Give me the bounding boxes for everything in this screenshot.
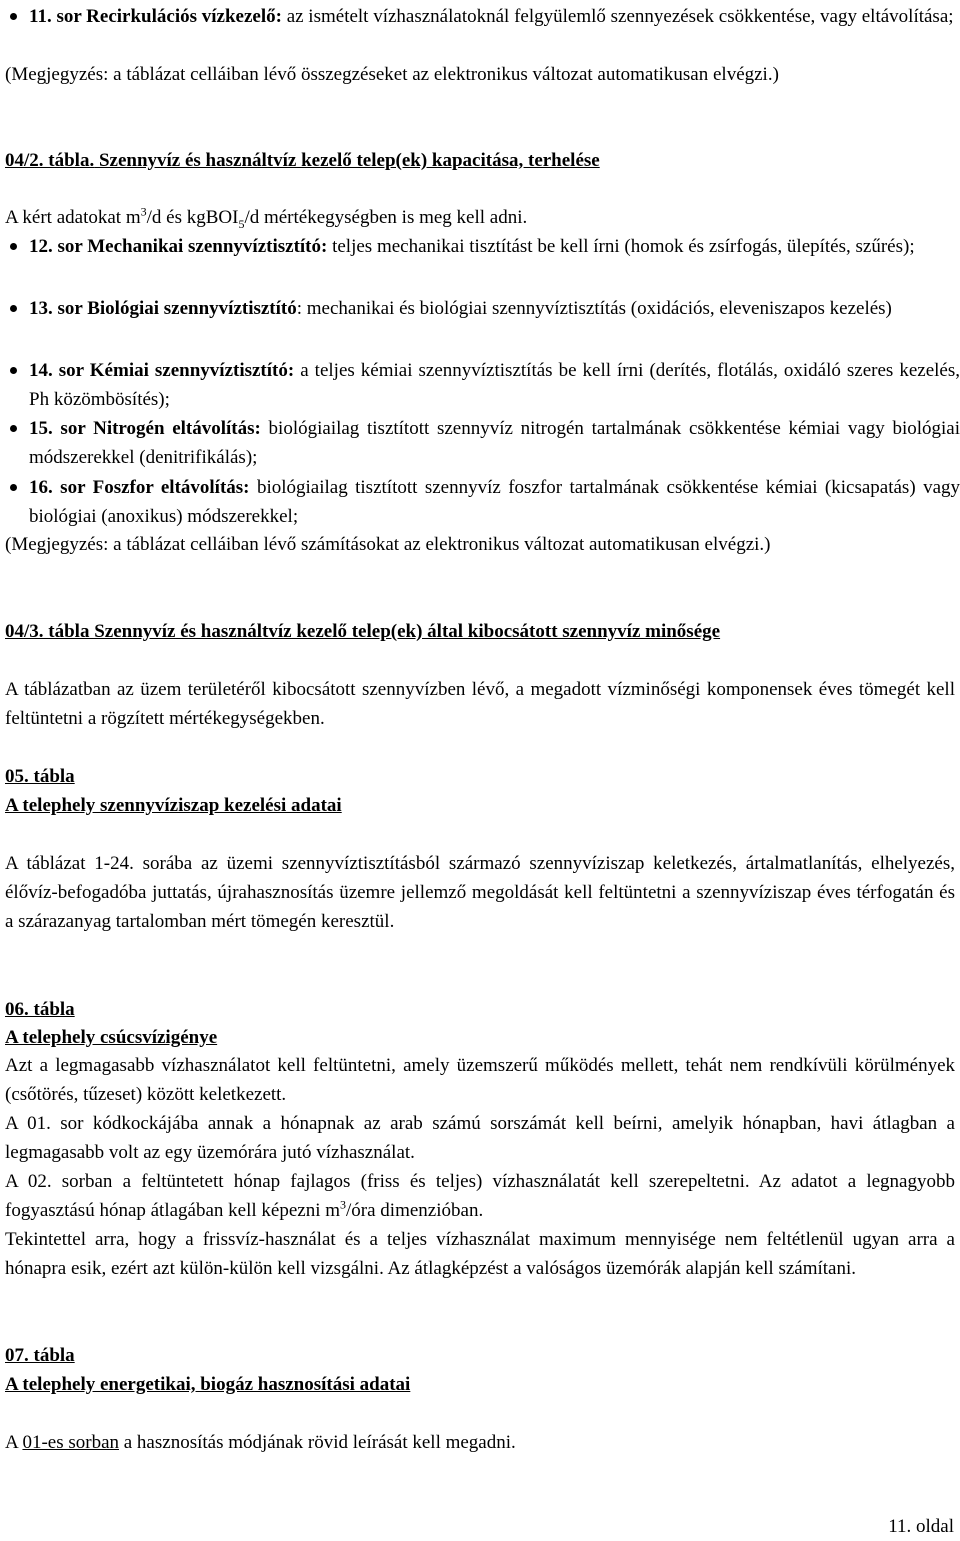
bullet-item-12 <box>5 232 960 261</box>
table-title: 04/3. tábla Szennyvíz és használtvíz kezelő telep(ek) által kibocsátott szennyvíz minősége <box>5 621 721 642</box>
bullet-dot-icon <box>10 13 17 20</box>
bullet-item-13 <box>5 294 960 323</box>
bullet-text: : mechanikai és biológiai szennyvíztisztítás (oxidációs, eleveniszapos kezelés) <box>296 298 892 319</box>
bullet-item-11 <box>5 2 960 31</box>
bullet-text: biológiailag tisztított szennyvíz foszfor tartalmának csökkentése kémiai (kicsapatás) vagy biológiai (anoxikus) módszerekkel; <box>29 477 960 527</box>
section-paragraph: A táblázat 1-24. sorába az üzemi szennyvíztisztításból származó szennyvíziszap keletkezés, ártalmatlanítás, elhelyezés, élővíz-befogadóba juttatás, újrahasznosítás üzemre jellemző megoldását kell feltüntetni a szennyvíziszap éves térfogatán és a szárazanyag tartalomban mért tömegén keresztül. <box>5 853 955 932</box>
bullet-label: 12. sor Mechanikai szennyvíztisztító: <box>29 236 328 257</box>
section-paragraph: A 01-es sorban a hasznosítás módjának rövid leírását kell megadni. <box>5 1432 516 1453</box>
bullet-dot-icon <box>10 305 17 312</box>
bullet-item-14 <box>5 356 960 414</box>
table-title: Szennyvíz és használtvíz kezelő telep(ek) kapacitása, terhelése <box>94 150 600 171</box>
note-paragraph: (Megjegyzés: a táblázat celláiban lévő számításokat az elektronikus változat automatikusan elvégzi.) <box>5 534 771 555</box>
bullet-label: 11. sor Recirkulációs vízkezelő: <box>29 6 282 27</box>
bullet-dot-icon <box>10 367 17 374</box>
note-paragraph: (Megjegyzés: a táblázat celláiban lévő összegzéseket az elektronikus változat automatikusan elvégzi.) <box>5 64 779 85</box>
section-number-07: 07. tábla <box>5 1345 75 1366</box>
section-number-05: 05. tábla <box>5 766 75 787</box>
bullet-dot-icon <box>10 243 17 250</box>
bullet-dot-icon <box>10 425 17 432</box>
bullet-dot-icon <box>10 484 17 491</box>
bullet-item-16 <box>5 473 960 531</box>
bullet-label: 15. sor Nitrogén eltávolítás: <box>29 418 261 439</box>
table-number: 04/2. tábla. <box>5 150 95 171</box>
bullet-item-15 <box>5 414 960 472</box>
bullet-text: a teljes kémiai szennyvíztisztítás be kell írni (derítés, flotálás, oxidáló szeres kezelés, Ph közömbösítés); <box>29 360 960 410</box>
section-title-04-2 <box>5 146 955 175</box>
section-paragraph: A táblázatban az üzem területéről kibocsátott szennyvízben lévő, a megadott vízminőségi komponensek éves tömegét kell feltüntetni a rögzített mértékegységekben. <box>5 679 955 729</box>
bullet-label: 16. sor Foszfor eltávolítás: <box>29 477 250 498</box>
section-paragraph: Tekintettel arra, hogy a frissvíz-használat és a teljes vízhasználat maximum mennyisége nem feltétlenül ugyan arra a hónapra esik, ezért azt külön-külön kell vizsgálni. Az átlagképzést a valóságos üzemórák alapján kell számítani. <box>5 1229 955 1279</box>
bullet-label: 14. sor Kémiai szennyvíztisztító: <box>29 360 295 381</box>
section-title-06: A telephely csúcsvízigénye <box>5 1027 218 1048</box>
bullet-text: biológiailag tisztított szennyvíz nitrogén tartalmának csökkentése kémiai vagy biológiai módszerekkel (denitrifikálás); <box>29 418 960 468</box>
section-number-06: 06. tábla <box>5 999 75 1020</box>
units-line: A kért adatokat $m^3/d$ és kgBOI$_5$/d mértékegységben is meg kell adni. <box>5 204 528 231</box>
row-reference: 01-es sorban <box>22 1432 119 1453</box>
section-title-05: A telephely szennyvíziszap kezelési adatai <box>5 795 342 816</box>
section-title-07: A telephely energetikai, biogáz hasznosítási adatai <box>5 1374 411 1395</box>
section-title-04-3 <box>5 617 955 646</box>
section-paragraph: A 01. sor kódkockájába annak a hónapnak az arab számú sorszámát kell beírni, amelyik hónapban, havi átlagban a legmagasabb volt az egy üzemórára jutó vízhasználat. <box>5 1113 955 1163</box>
bullet-text: az ismételt vízhasználatoknál felgyülemlő szennyezések csökkentése, vagy eltávolítása; <box>281 6 954 27</box>
section-paragraph: Azt a legmagasabb vízhasználatot kell feltüntetni, amely üzemszerű működés mellett, tehát nem rendkívüli körülmények (csőtörés, tűzeset) között keletkezett. <box>5 1055 955 1105</box>
bullet-label: 13. sor Biológiai szennyvíztisztító <box>29 298 297 319</box>
page-number: 11. oldal <box>888 1516 954 1537</box>
bullet-text: teljes mechanikai tisztítást be kell írni (homok és zsírfogás, ülepítés, szűrés); <box>327 236 915 257</box>
section-paragraph: A 02. sorban a feltüntetett hónap fajlagos (friss és teljes) vízhasználatát kell szerepeltetni. Az adatot a legnagyobb fogyasztású hónap átlagában kell képezni $m^3$/óra dimenzióban. <box>5 1171 955 1221</box>
